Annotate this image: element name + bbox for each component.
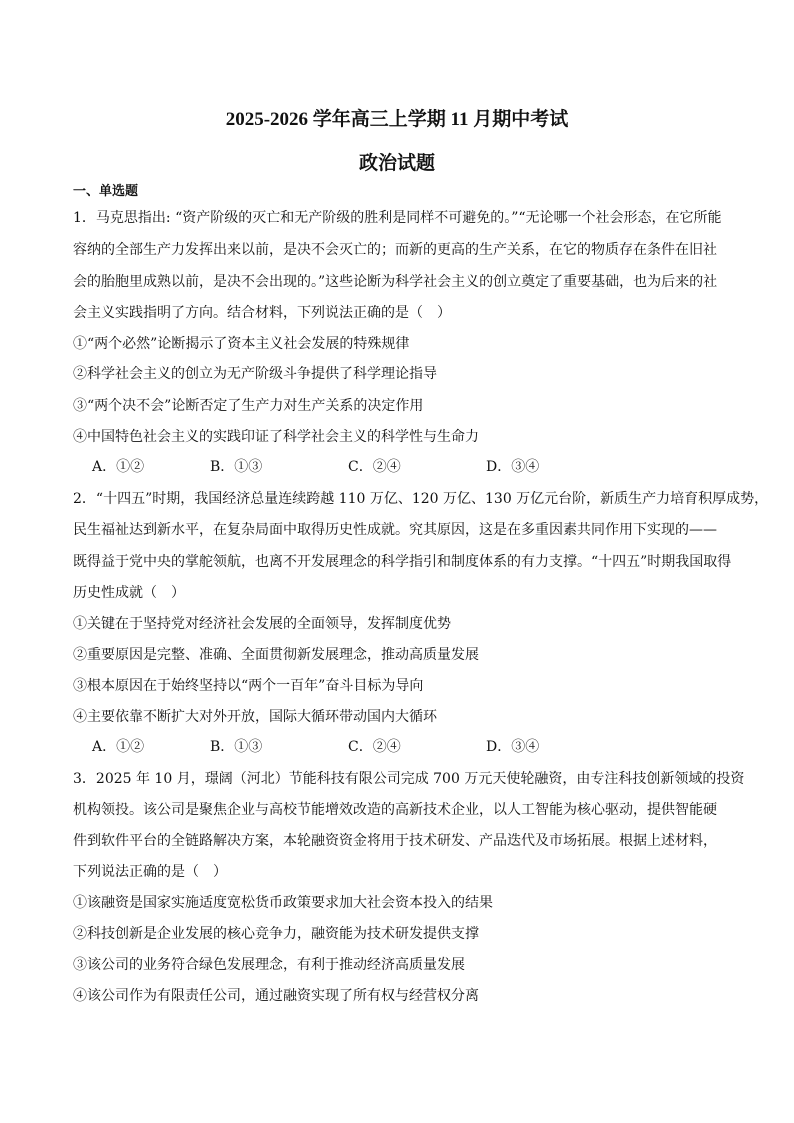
question-1-line-4: 会主义实践指明了方向。结合材料，下列说法正确的是（ ） [73,305,451,321]
question-3-line-1: 3．2025 年 10 月，璟阔（河北）节能科技有限公司完成 700 万元天使轮融资，由专注科技创新领域的投资 [73,771,745,787]
question-3-statement-1: ①该融资是国家实施适度宽松货币政策要求加大社会资本投入的结果 [73,895,493,911]
question-2-option-a[interactable]: A．①② [92,739,145,755]
question-1-line-3: 会的胎胞里成熟以前，是决不会出现的。”这些论断为科学社会主义的创立奠定了重要基础，也为后来的社 [73,274,718,290]
question-1-statement-3: ③“两个决不会”论断否定了生产力对生产关系的决定作用 [73,398,424,414]
section-title: 一、单选题 [73,184,139,199]
question-2-line-4: 历史性成就（ ） [73,585,185,601]
question-2-statement-2: ②重要原因是完整、准确、全面贯彻新发展理念，推动高质量发展 [73,647,479,663]
question-1-option-c[interactable]: C．②④ [348,459,401,475]
question-1-option-b[interactable]: B．①③ [210,459,263,475]
question-3-statement-3: ③该公司的业务符合绿色发展理念，有利于推动经济高质量发展 [73,957,465,973]
question-1-line-2: 容纳的全部生产力发挥出来以前，是决不会灭亡的；而新的更高的生产关系，在它的物质存在条件在旧社 [73,242,717,258]
question-2-line-2: 民生福祉达到新水平，在复杂局面中取得历史性成就。究其原因，这是在多重因素共同作用下实现的—— [73,522,717,538]
question-3-line-4: 下列说法正确的是（ ） [73,864,227,880]
question-2-option-d[interactable]: D．③④ [486,739,540,755]
question-1-statement-4: ④中国特色社会主义的实践印证了科学社会主义的科学性与生命力 [73,429,479,445]
question-2-statement-1: ①关键在于坚持党对经济社会发展的全面领导，发挥制度优势 [73,616,451,632]
question-2-option-b[interactable]: B．①③ [210,739,263,755]
question-1-statement-1: ①“两个必然”论断揭示了资本主义社会发展的特殊规律 [73,336,410,352]
exam-subtitle: 政治试题 [358,153,435,174]
question-2-line-1: 2．“十四五”时期，我国经济总量连续跨越 110 万亿、120 万亿、130 万亿元台阶，新质生产力培育积厚成势， [73,491,769,507]
question-2-option-c[interactable]: C．②④ [348,739,401,755]
question-1-statement-2: ②科学社会主义的创立为无产阶级斗争提供了科学理论指导 [73,366,437,382]
question-1-option-a[interactable]: A．①② [92,459,145,475]
question-1-line-1: 1．马克思指出: “资产阶级的灭亡和无产阶级的胜利是同样不可避免的。”“无论哪一个社会形态，在它所能 [73,210,722,226]
question-2-statement-4: ④主要依靠不断扩大对外开放，国际大循环带动国内大循环 [73,709,437,725]
question-3-line-2: 机构领投。该公司是聚焦企业与高校节能增效改造的高新技术企业，以人工智能为核心驱动，提供智能硬 [73,802,717,818]
question-3-statement-4: ④该公司作为有限责任公司，通过融资实现了所有权与经营权分离 [73,988,479,1004]
question-2-statement-3: ③根本原因在于始终坚持以“两个一百年”奋斗目标为导向 [73,678,424,694]
question-2-line-3: 既得益于党中央的掌舵领航，也离不开发展理念的科学指引和制度体系的有力支撑。“十四五”时期我国取得 [73,554,732,570]
question-1-option-d[interactable]: D．③④ [486,459,540,475]
question-3-statement-2: ②科技创新是企业发展的核心竞争力，融资能为技术研发提供支撑 [73,926,479,942]
exam-title: 2025-2026 学年高三上学期 11 月期中考试 [225,109,569,130]
question-3-line-3: 件到软件平台的全链路解决方案，本轮融资资金将用于技术研发、产品迭代及市场拓展。根据上述材料， [73,833,717,849]
